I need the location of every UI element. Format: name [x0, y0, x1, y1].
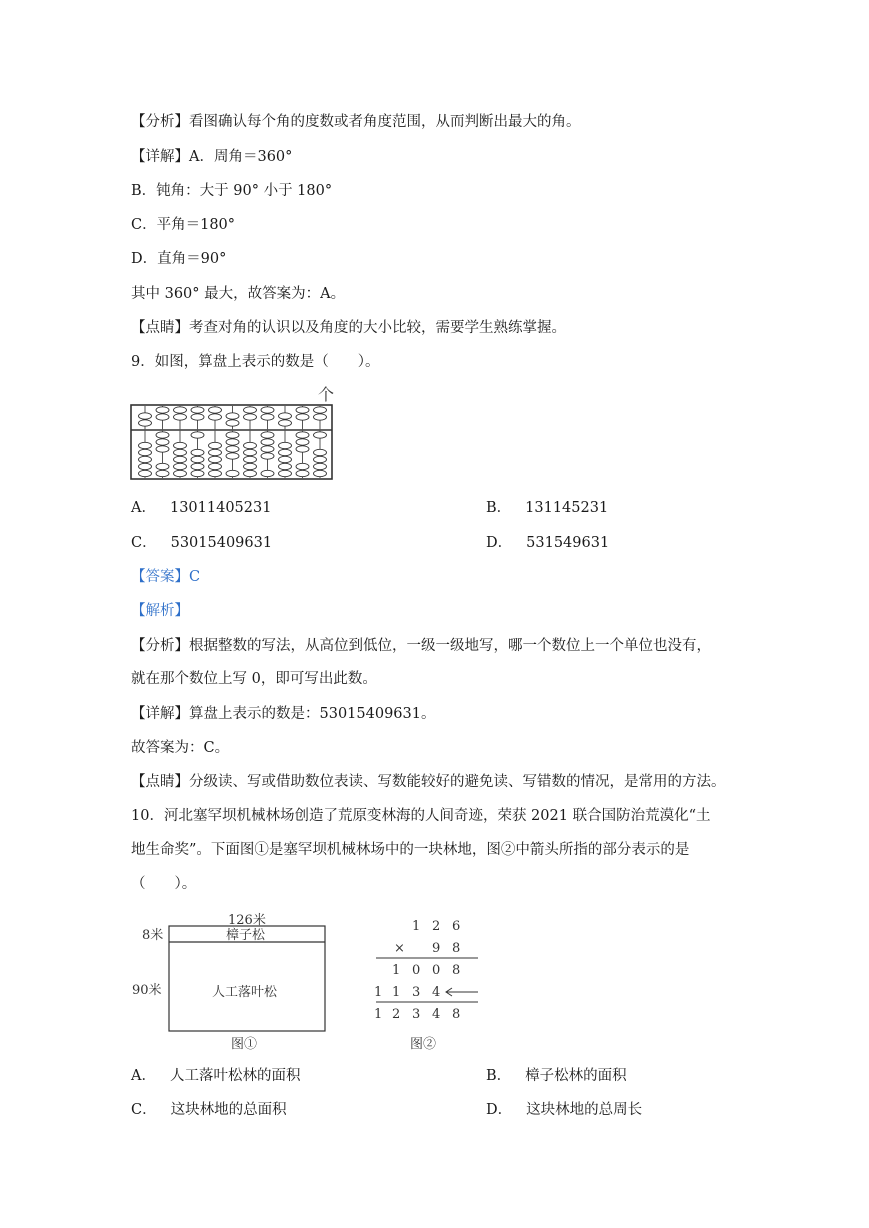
q9-explain-title: 【解析】 — [131, 603, 189, 619]
abacus-bead — [279, 442, 292, 448]
fig2-row4-digit: 1 — [392, 985, 401, 1000]
q10-question-line2: 地生命奖”。下面图①是塞罕坝机械林场中的一块林地，图②中箭头所指的部分表示的是 — [131, 842, 690, 858]
q10-question-line3: （ ）。 — [131, 876, 197, 892]
abacus-bead — [261, 432, 274, 438]
abacus-ones-label: 个 — [318, 385, 335, 404]
abacus-bead — [226, 439, 239, 445]
abacus-bead — [174, 456, 187, 462]
fig1-width-label: 126米 — [228, 913, 266, 928]
abacus-bead — [156, 470, 169, 476]
abacus-bead — [209, 407, 222, 413]
abacus-bead — [191, 470, 204, 476]
abacus-bead — [156, 463, 169, 469]
fig2-row1-digit: 2 — [432, 919, 441, 934]
fig2-row5-digit: 8 — [452, 1007, 461, 1022]
abacus-bead — [314, 432, 327, 438]
abacus-bead — [244, 407, 257, 413]
multiplication-figure — [368, 913, 488, 1057]
abacus-bead — [244, 470, 257, 476]
abacus-bead — [261, 446, 274, 452]
abacus-bead — [139, 470, 152, 476]
abacus-bead — [279, 470, 292, 476]
q9-question: 9．如图，算盘上表示的数是（ ）。 — [131, 354, 380, 370]
fig2-row3-digit: 8 — [452, 963, 461, 978]
q10-option-c[interactable]: C． 这块林地的总面积 — [131, 1102, 287, 1118]
arrow-left-icon — [446, 988, 478, 996]
q9-comment: 【点睛】分级读、写或借助数位表读、写数能较好的避免读、写错数的情况，是常用的方法。 — [131, 774, 726, 790]
abacus-bead — [139, 413, 152, 419]
abacus-bead — [174, 407, 187, 413]
fig2-row2-digit: 8 — [452, 941, 461, 956]
fig1-bottom-height-label: 90米 — [132, 983, 162, 998]
abacus-bead — [279, 449, 292, 455]
fig1-bottom-region: 人工落叶松 — [212, 985, 278, 1000]
abacus-bead — [174, 449, 187, 455]
fig2-row3-digit: 0 — [412, 963, 421, 978]
q10-option-d[interactable]: D． 这块林地的总周长 — [486, 1102, 643, 1118]
fig2-row1-digit: 1 — [412, 919, 421, 934]
abacus-bead — [191, 456, 204, 462]
abacus-bead — [174, 463, 187, 469]
abacus-bead — [296, 432, 309, 438]
abacus-bead — [209, 442, 222, 448]
forest-plot-figure — [128, 907, 333, 1057]
abacus-bead — [296, 439, 309, 445]
abacus-bead — [296, 463, 309, 469]
abacus-bead — [244, 456, 257, 462]
fig1-top-region: 樟子松 — [226, 928, 266, 943]
abacus-bead — [209, 470, 222, 476]
q8-analysis: 【分析】看图确认每个角的度数或者角度范围，从而判断出最大的角。 — [131, 114, 581, 130]
abacus-bead — [139, 463, 152, 469]
q9-option-c[interactable]: C． 53015409631 — [131, 535, 273, 551]
abacus-bead — [156, 414, 169, 420]
abacus-bead — [139, 442, 152, 448]
abacus-bead — [296, 414, 309, 420]
fig1-top-height-label: 8米 — [142, 928, 164, 943]
fig2-row4-digit: 3 — [412, 985, 421, 1000]
abacus-bead — [191, 414, 204, 420]
abacus-bead — [244, 414, 257, 420]
abacus-bead — [261, 453, 274, 459]
q9-option-a[interactable]: A． 13011405231 — [131, 500, 272, 516]
abacus-bead — [261, 414, 274, 420]
q9-answer: 【答案】C — [131, 569, 201, 585]
fig2-row5-digit: 2 — [392, 1007, 401, 1022]
q9-conclusion: 故答案为：C。 — [131, 740, 230, 756]
abacus-bead — [279, 413, 292, 419]
abacus-bead — [191, 449, 204, 455]
abacus-bead — [156, 439, 169, 445]
abacus-bead — [226, 420, 239, 426]
abacus-bead — [209, 463, 222, 469]
abacus-bead — [244, 442, 257, 448]
abacus-bead — [174, 470, 187, 476]
abacus-bead — [296, 470, 309, 476]
abacus-bead — [226, 446, 239, 452]
abacus-bead — [139, 420, 152, 426]
q8-detail-d: D．直角＝90° — [131, 251, 227, 267]
abacus-bead — [261, 470, 274, 476]
fig2-row4-digit: 1 — [374, 985, 383, 1000]
abacus-bead — [226, 453, 239, 459]
q8-comment: 【点睛】考查对角的认识以及角度的大小比较，需要学生熟练掌握。 — [131, 320, 566, 336]
abacus-bead — [279, 463, 292, 469]
abacus-bead — [244, 463, 257, 469]
abacus-bead — [314, 470, 327, 476]
fig1-caption: 图① — [231, 1037, 258, 1052]
abacus-bead — [209, 456, 222, 462]
q10-option-b[interactable]: B． 樟子松林的面积 — [486, 1068, 627, 1084]
q8-detail-a: 【详解】A．周角＝360° — [131, 149, 293, 165]
abacus-bead — [139, 449, 152, 455]
abacus-bead — [156, 432, 169, 438]
fig2-row5-digit: 3 — [412, 1007, 421, 1022]
q9-analysis-line2: 就在那个数位上写 0，即可写出此数。 — [131, 671, 377, 687]
abacus-bead — [314, 463, 327, 469]
fig2-row2-digit: 9 — [432, 941, 441, 956]
abacus-bead — [226, 432, 239, 438]
q9-option-d[interactable]: D． 531549631 — [486, 535, 610, 551]
abacus-bead — [261, 407, 274, 413]
abacus-bead — [279, 456, 292, 462]
abacus-bead — [156, 407, 169, 413]
fig2-caption: 图② — [410, 1037, 437, 1052]
q8-conclusion: 其中 360° 最大，故答案为：A。 — [131, 286, 346, 302]
fig2-row3-digit: 0 — [432, 963, 441, 978]
q10-option-a[interactable]: A． 人工落叶松林的面积 — [131, 1068, 301, 1084]
abacus-bead — [209, 414, 222, 420]
fig2-row5-digit: 4 — [432, 1007, 441, 1022]
abacus-bead — [174, 442, 187, 448]
abacus-bead — [191, 432, 204, 438]
q8-detail-b: B．钝角：大于 90° 小于 180° — [131, 183, 333, 199]
q9-detail: 【详解】算盘上表示的数是：53015409631。 — [131, 706, 436, 722]
abacus-bead — [174, 414, 187, 420]
abacus-figure — [128, 383, 338, 483]
abacus-bead — [191, 407, 204, 413]
abacus-bead — [244, 449, 257, 455]
q10-question-line1: 10．河北塞罕坝机械林场创造了荒原变林海的人间奇迹，荣获 2021 联合国防治荒漠化“土 — [131, 808, 711, 824]
abacus-bead — [139, 456, 152, 462]
fig2-row3-digit: 1 — [392, 963, 401, 978]
q9-analysis-line1: 【分析】根据整数的写法，从高位到低位，一级一级地写，哪一个数位上一个单位也没有， — [131, 638, 711, 654]
q9-option-b[interactable]: B． 131145231 — [486, 500, 609, 516]
abacus-bead — [226, 413, 239, 419]
q8-detail-c: C．平角＝180° — [131, 217, 236, 233]
fig2-row5-digit: 1 — [374, 1007, 383, 1022]
abacus-bead — [279, 420, 292, 426]
fig2-multiply-sign: × — [394, 941, 405, 956]
abacus-bead — [314, 414, 327, 420]
fig2-row1-digit: 6 — [452, 919, 461, 934]
abacus-bead — [314, 407, 327, 413]
abacus-bead — [296, 407, 309, 413]
abacus-bead — [209, 449, 222, 455]
abacus-bead — [226, 470, 239, 476]
abacus-bead — [314, 449, 327, 455]
fig2-row4-digit: 4 — [432, 985, 441, 1000]
abacus-bead — [261, 439, 274, 445]
abacus-bead — [156, 446, 169, 452]
abacus-bead — [191, 463, 204, 469]
abacus-bead — [296, 446, 309, 452]
abacus-bead — [314, 456, 327, 462]
